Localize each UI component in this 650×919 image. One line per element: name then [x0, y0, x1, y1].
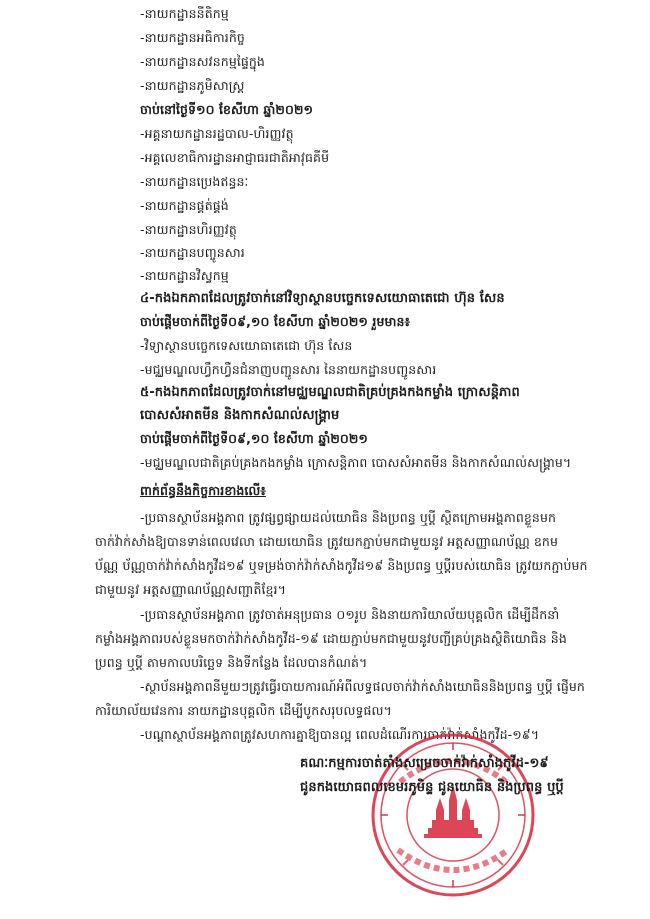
- list-item: -នាយកដ្ឋានហិរញ្ញវត្ថុ: [140, 222, 237, 237]
- related-heading: ពាក់ព័ន្ធនឹងកិច្ចការខាងលើ៖: [140, 483, 266, 498]
- list-item: -នាយកដ្ឋានភូមិសាស្ត្រ: [140, 78, 245, 93]
- paragraph-line: -ប្រធានស្ថាប័នអង្គភាព ត្រូវផ្សព្វផ្សាយដល់យោធិន និងប្រពន្ធ ឬប្ដី ស្ថិតក្រោមអង្គភាពខ្លួនមក: [140, 510, 557, 525]
- paragraph-line: -បណ្ដាស្ថាប័នអង្គភាពត្រូវសហការគ្នាឱ្យបានល្អ ពេលដំណើរការចាក់វ៉ាក់សាំងកូវីដ-១៩។: [140, 727, 540, 742]
- paragraph-line: ប័ណ្ណ ប័ណ្ណចាក់វ៉ាក់សាំងកូវីដ១៩ ឬទម្រង់ចាក់វ៉ាក់សាំងកូវីដ១៩ និងប្រពន្ធ ឬប្ដីរបស់យោធិន ត្រូវយកភ្ជាប់មក: [95, 558, 588, 573]
- list-item: -នាយកដ្ឋានបញ្ចូនសារ: [140, 245, 245, 260]
- section-4-date: ចាប់ផ្ដើមចាក់ពីថ្ងៃទី០៩,១០ ខែសីហា ឆ្នាំ២០២១ រួមមាន៖: [140, 314, 411, 329]
- section-5-title-cont: បោសសំអាតមីន និងកាកសំណល់សង្គ្រាម: [140, 408, 340, 423]
- list-item: -អគ្គលេខាធិការដ្ឋានអាជ្ញាធរជាតិអាវុធគីមី: [140, 150, 330, 165]
- list-item: -នាយកដ្ឋានប្រេងឥន្ធនៈ: [140, 174, 249, 189]
- signature-line-2: ជូនកងយោធពលខេមរភូមិន្ទ ជូនយោធិន និងប្រពន្ធ ឬប្ដី: [300, 780, 564, 795]
- list-item: -នាយកដ្ឋានវិស្វកម្ម: [140, 268, 229, 283]
- list-item: -អគ្គនាយកដ្ឋានរដ្ឋបាល-ហិរញ្ញវត្ថុ: [140, 126, 294, 141]
- paragraph-line: -ស្ថាប័នអង្គភាពនីមួយៗត្រូវធ្វើរបាយការណ៍អំពីលទ្ធផលចាក់វ៉ាក់សាំងយោធិននិងប្រពន្ធ ឬប្ដី ផ្ញើមក: [140, 679, 585, 694]
- paragraph-line: ប្រពន្ធ ឬប្ដី តាមកាលបរិច្ឆេទ និងទីកន្លែង ដែលបានកំណត់។: [95, 655, 368, 670]
- signature-line-1: គណៈកម្មការចាត់តាំងសម្រេចចាក់វ៉ាក់សាំងកូវីដ-១៩: [300, 756, 549, 771]
- section-4-title: ៤-កងឯកភាពដែលត្រូវចាក់នៅវិទ្យាស្ថានបច្ចេកទេសយោធាតេជោ ហ៊ុន សែន: [140, 291, 505, 306]
- list-item: -នាយកដ្ឋាននីតិកម្ម: [140, 6, 229, 21]
- paragraph-line: ជាមួយនូវ អត្តសញ្ញាណប័ណ្ណសញ្ជាតិខ្មែរ។: [95, 582, 286, 597]
- list-item: -មជ្ឈមណ្ឌលជាតិគ្រប់គ្រងកងកម្លាំង ក្រោសន្តិភាព បោសសំអាតមីន និងកាកសំណល់សង្គ្រាម។: [140, 455, 572, 470]
- paragraph-line: ការិយាល័យវេនការ នាយកដ្ឋានបុគ្គលិក ដើម្បីបូកសរុបលទ្ធផល។: [95, 703, 392, 718]
- list-item: -នាយកដ្ឋានអធិការកិច្ច: [140, 30, 245, 45]
- date-line: ចាប់នៅថ្ងៃទី១០ ខែសីហា ឆ្នាំ២០២១: [140, 102, 314, 117]
- section-5-date: ចាប់ផ្ដើមចាក់ពីថ្ងៃទី០៩,១០ ខែសីហា ឆ្នាំ២០២១: [140, 431, 368, 446]
- list-item: -វិទ្យាស្ថានបច្ចេកទេសយោធាតេជោ ហ៊ុន សែន: [140, 338, 353, 353]
- list-item: -នាយកដ្ឋានសវនកម្មផ្ទៃក្នុង: [140, 54, 265, 69]
- paragraph-line: -ប្រធានស្ថាប័នអង្គភាព ត្រូវចាត់អនុប្រធាន ០១រូប និងនាយការិយាល័យបុគ្គលិក ដើម្បីដឹកនាំ: [140, 607, 560, 622]
- list-item: -មជ្ឈមណ្ឌលហ្វឹកហ្វឺនជំនាញបញ្ជូនសារ នៃនាយកដ្ឋានបញ្ជូនសារ: [140, 362, 437, 377]
- paragraph-line: ចាក់វ៉ាក់សាំងឱ្យបានទាន់ពេលវេលា ដោយយោធិន ត្រូវយកភ្ជាប់មកជាមួយនូវ អត្តសញ្ញាណប័ណ្ណ ឧកម: [95, 534, 558, 549]
- section-5-title: ៥-កងឯកភាពដែលត្រូវចាក់នៅមជ្ឈមណ្ឌលជាតិគ្រប់គ្រងកងកម្លាំង ក្រោសន្តិភាព: [140, 385, 520, 400]
- paragraph-line: កម្លាំងអង្គភាពរបស់ខ្លួនមកចាក់វ៉ាក់សាំងកូវីដ-១៩ ដោយភ្ជាប់មកជាមួយនូវបញ្ជីគ្រប់គ្រងស្ថិតិយោធិន និង: [95, 631, 567, 646]
- list-item: -នាយកដ្ឋានផ្គត់ផ្គង់: [140, 198, 229, 213]
